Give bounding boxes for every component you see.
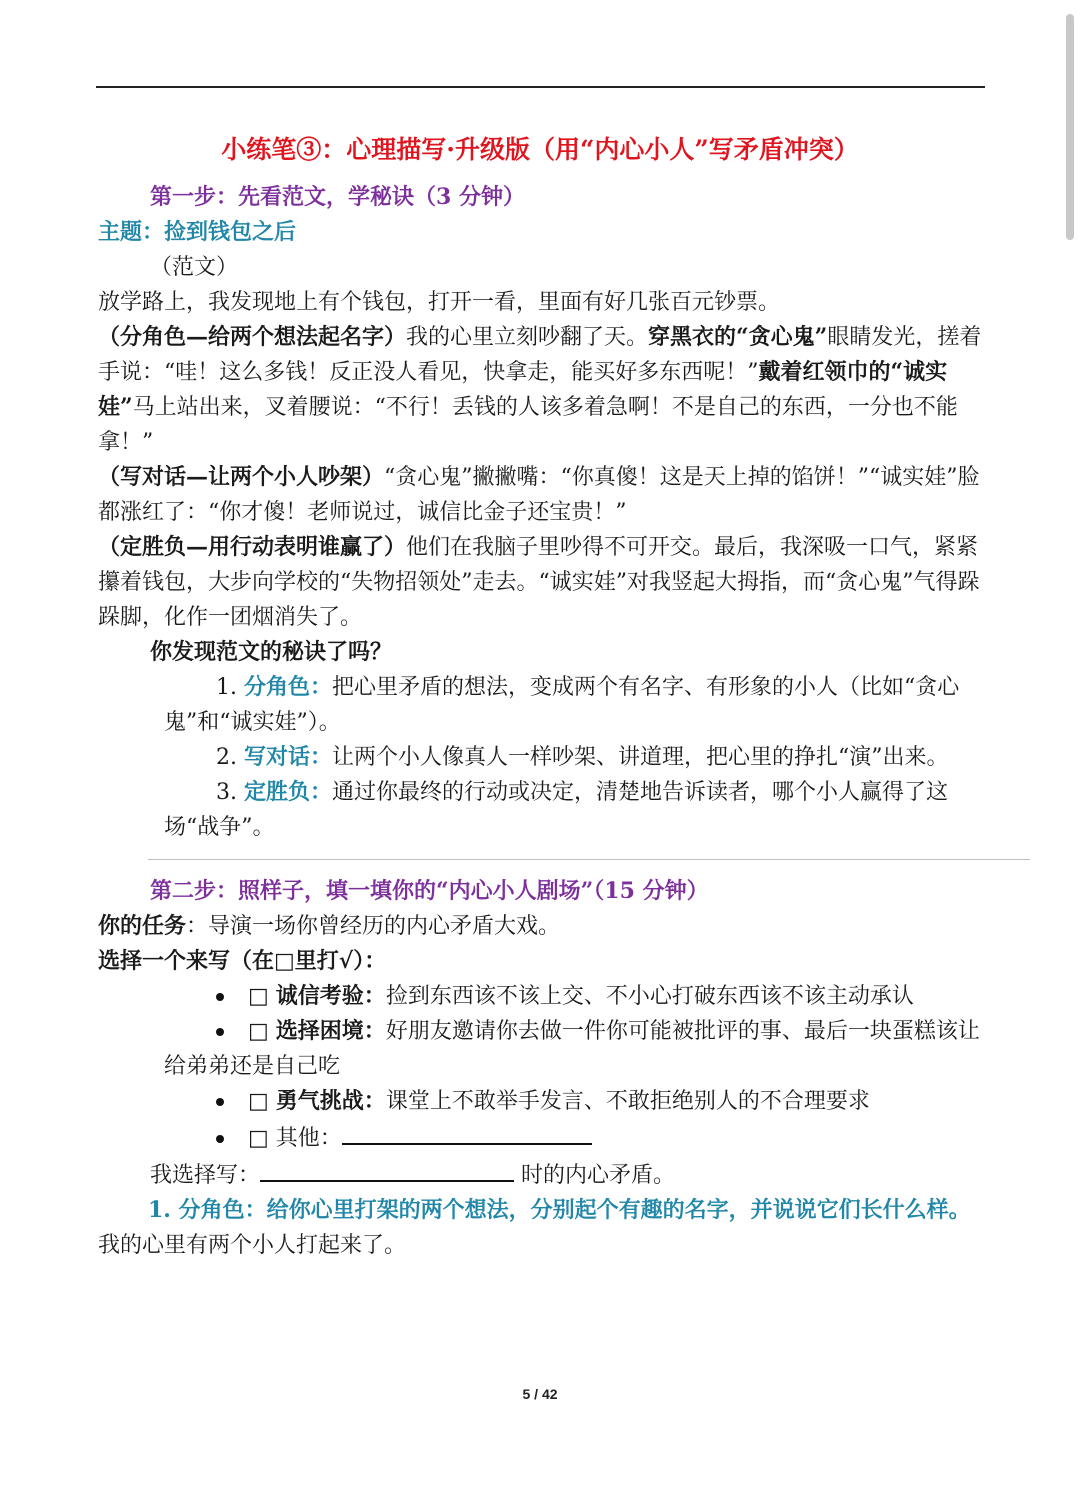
last-line: 我的心里有两个小人打起来了。 [98, 1233, 407, 1258]
sample-label: （范文） [150, 255, 239, 280]
tip-text: 让两个小人像真人一样吵架、讲道理，把心里的挣扎“演”出来。 [332, 745, 949, 770]
option-item [98, 979, 982, 1014]
tip-number: 3. [216, 780, 237, 805]
greedy-ghost-label: 穿黑衣的“贪心鬼” [648, 324, 828, 350]
page-title: 小练笔③：心理描写·升级版（用“内心小人”写矛盾冲突） [221, 135, 859, 164]
choice-line [98, 1156, 982, 1193]
sample-paragraph-3 [98, 460, 982, 530]
p4-text: 他们在我脑子里吵得不可开交。最后，我深吸一口气，紧紧攥着钱包，大步向学校的“失物招领处”走去。“诚实娃”对我竖起大拇指，而“贪心鬼”气得跺跺脚，化作一团烟消失了。 [98, 535, 980, 630]
task-text: ：导演一场你曾经历的内心矛盾大戏。 [186, 914, 561, 939]
tip-item [98, 775, 982, 845]
tip-key: 定胜负： [244, 779, 333, 805]
secret-question: 你发现范文的秘诀了吗？ [150, 639, 393, 665]
tip-text: 通过你最终的行动或决定，清楚地告诉读者，哪个小人赢得了这场“战争”。 [164, 780, 949, 840]
option-item [98, 1014, 982, 1084]
role-tag: （分角色—给两个想法起名字） [98, 324, 407, 350]
checkbox[interactable]: □ [248, 1089, 269, 1114]
p2-text-3: 马上站出来，叉着腰说：“不行！丢钱的人该多着急啊！不是自己的东西，一分也不能拿！” [98, 395, 958, 455]
step2-heading: 第二步：照样子，填一填你的“内心小人剧场”（15 分钟） [150, 878, 709, 904]
option-key: 选择困境： [275, 1018, 386, 1044]
tip-item [98, 670, 982, 740]
choose-instruction: 选择一个来写（在□里打√）： [98, 948, 387, 974]
sample-paragraph-2 [98, 320, 982, 460]
honest-kid-label: 戴着红领巾的“诚实娃” [98, 359, 948, 420]
checkbox[interactable]: □ [248, 1126, 269, 1151]
tip-item [98, 740, 982, 775]
step1-heading: 第一步：先看范文，学秘诀（3 分钟） [150, 184, 525, 210]
task1-heading: 1. 分角色：给你心里打架的两个想法，分别起个有趣的名字，并说说它们长什么样。 [148, 1197, 971, 1223]
task-line [98, 909, 982, 944]
tip-key: 分角色： [244, 674, 333, 700]
bullet-icon [216, 993, 224, 1001]
tip-number: 2. [216, 745, 237, 770]
choice-prefix: 我选择写： [150, 1163, 261, 1188]
dialogue-tag: （写对话—让两个小人吵架） [98, 464, 385, 490]
document-page [98, 130, 982, 1263]
choice-blank-field[interactable] [260, 1156, 514, 1182]
tip-number: 1. [216, 675, 237, 700]
option-text: 课堂上不敢举手发言、不敢拒绝别人的不合理要求 [385, 1089, 870, 1114]
option-key: 勇气挑战： [275, 1088, 386, 1114]
section-divider [148, 859, 1030, 860]
p2-text-2: 眼睛发光，搓着手说：“哇！这么多钱！反正没人看见，快拿走，能买好多东西呢！” [98, 325, 982, 385]
sample-paragraph-4 [98, 530, 982, 635]
checkbox[interactable]: □ [248, 1019, 269, 1044]
bullet-icon [216, 1098, 224, 1106]
option-item [98, 1084, 982, 1119]
choice-suffix: 时的内心矛盾。 [514, 1163, 676, 1188]
theme-heading: 主题：捡到钱包之后 [98, 219, 297, 245]
checkbox[interactable]: □ [248, 984, 269, 1009]
option-text: 其他： [268, 1126, 342, 1151]
tip-text: 把心里矛盾的想法，变成两个有名字、有形象的小人（比如“贪心鬼”和“诚实娃”）。 [164, 675, 960, 735]
option-key: 诚信考验： [275, 983, 386, 1009]
task-label: 你的任务 [98, 913, 187, 939]
sample-paragraph-1: 放学路上，我发现地上有个钱包，打开一看，里面有好几张百元钞票。 [98, 290, 781, 315]
scrollbar[interactable] [1066, 14, 1074, 240]
option-item-other [98, 1119, 982, 1156]
option-text: 捡到东西该不该上交、不小心打破东西该不该主动承认 [385, 984, 914, 1009]
outcome-tag: （定胜负—用行动表明谁赢了） [98, 534, 407, 560]
p3-text: “贪心鬼”撇撇嘴：“你真傻！这是天上掉的馅饼！”“诚实娃”脸都涨红了：“你才傻！老师说过，诚信比金子还宝贵！” [98, 465, 980, 525]
bullet-icon [216, 1135, 224, 1143]
p2-text-1: 我的心里立刻吵翻了天。 [406, 325, 649, 350]
option-text: 好朋友邀请你去做一件你可能被批评的事、最后一块蛋糕该让给弟弟还是自己吃 [164, 1019, 980, 1079]
bullet-icon [216, 1028, 224, 1036]
other-blank-field[interactable] [342, 1119, 592, 1145]
page-number: 5 / 42 [522, 1386, 558, 1402]
tip-key: 写对话： [244, 744, 333, 770]
header-rule [96, 86, 985, 88]
